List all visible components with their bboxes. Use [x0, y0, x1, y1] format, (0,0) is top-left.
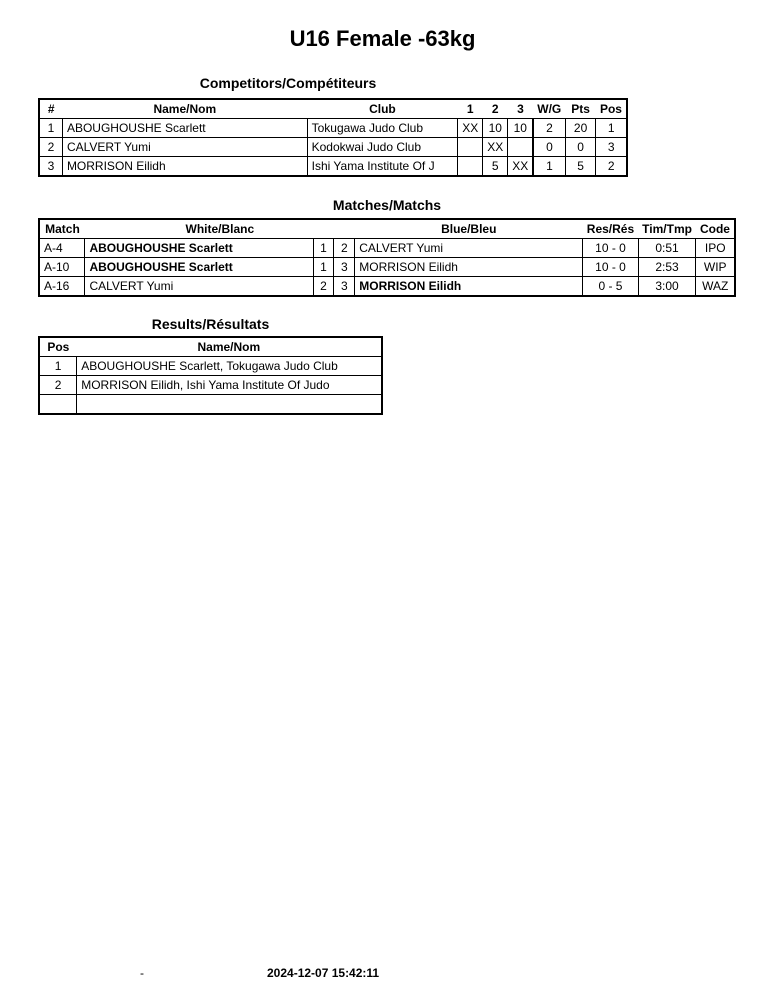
matches-table: [38, 218, 736, 297]
competitor-number: 1: [39, 119, 62, 138]
result-name: ABOUGHOUSHE Scarlett, Tokugawa Judo Club: [77, 357, 382, 376]
blue-number: 3: [334, 277, 355, 297]
matches-header-row: [39, 219, 735, 239]
points-value: 5: [565, 157, 596, 177]
points-value: 0: [565, 138, 596, 157]
competitors-heading: Competitors/Compétiteurs: [199, 75, 377, 91]
footer-timestamp: 2024-12-07 15:42:11: [267, 966, 380, 980]
result-position: [39, 395, 77, 415]
competitor-club: Ishi Yama Institute Of J: [307, 157, 458, 177]
table-row: [39, 239, 735, 258]
score-vs-3: XX: [508, 157, 534, 177]
col-opp2-header: 2: [483, 99, 508, 119]
match-code: WAZ: [696, 277, 735, 297]
col-result-header: Res/Rés: [583, 219, 638, 239]
blue-competitor: MORRISON Eilidh: [355, 258, 583, 277]
table-row: [39, 376, 382, 395]
match-time: 3:00: [638, 277, 696, 297]
result-position: 2: [39, 376, 77, 395]
points-value: 20: [565, 119, 596, 138]
page-title: U16 Female -63kg: [289, 26, 476, 51]
results-table: [38, 336, 383, 415]
white-competitor: ABOUGHOUSHE Scarlett: [85, 258, 313, 277]
col-opp3-header: 3: [508, 99, 534, 119]
wins-value: 2: [533, 119, 565, 138]
competitor-club: Kodokwai Judo Club: [307, 138, 458, 157]
col-position-header: Pos: [596, 99, 627, 119]
competitor-number: 3: [39, 157, 62, 177]
col-blue-header: Blue/Bleu: [355, 219, 583, 239]
blue-competitor: MORRISON Eilidh: [355, 277, 583, 297]
position-value: 3: [596, 138, 627, 157]
competitor-number: 2: [39, 138, 62, 157]
white-number: 1: [313, 258, 334, 277]
blue-number: 2: [334, 239, 355, 258]
white-number: 1: [313, 239, 334, 258]
match-result: 10 - 0: [583, 239, 638, 258]
col-pos-header: Pos: [39, 337, 77, 357]
match-result: 0 - 5: [583, 277, 638, 297]
col-match-header: Match: [39, 219, 85, 239]
col-club-header: Club: [307, 99, 458, 119]
col-white-header: White/Blanc: [85, 219, 355, 239]
competitor-name: MORRISON Eilidh: [62, 157, 307, 177]
match-result: 10 - 0: [583, 258, 638, 277]
score-vs-1: [458, 138, 483, 157]
table-row: [39, 119, 627, 138]
blue-number: 3: [334, 258, 355, 277]
table-row: [39, 258, 735, 277]
table-row: [39, 277, 735, 297]
white-competitor: CALVERT Yumi: [85, 277, 313, 297]
table-row: [39, 138, 627, 157]
score-vs-2: 5: [483, 157, 508, 177]
match-id: A-10: [39, 258, 85, 277]
score-vs-3: [508, 138, 534, 157]
col-wins-header: W/G: [533, 99, 565, 119]
competitors-table: [38, 98, 628, 177]
col-time-header: Tim/Tmp: [638, 219, 696, 239]
col-code-header: Code: [696, 219, 735, 239]
competitor-name: CALVERT Yumi: [62, 138, 307, 157]
table-row: [39, 357, 382, 376]
blue-competitor: CALVERT Yumi: [355, 239, 583, 258]
col-opp1-header: 1: [458, 99, 483, 119]
score-vs-1: [458, 157, 483, 177]
score-vs-2: XX: [483, 138, 508, 157]
col-name-header: Name/Nom: [77, 337, 382, 357]
score-vs-2: 10: [483, 119, 508, 138]
results-heading: Results/Résultats: [151, 316, 270, 332]
white-number: 2: [313, 277, 334, 297]
match-id: A-16: [39, 277, 85, 297]
results-header-row: [39, 337, 382, 357]
match-code: IPO: [696, 239, 735, 258]
result-name: [77, 395, 382, 415]
table-row: [39, 395, 382, 415]
score-vs-1: XX: [458, 119, 483, 138]
match-code: WIP: [696, 258, 735, 277]
match-time: 0:51: [638, 239, 696, 258]
table-row: [39, 157, 627, 177]
col-name-header: Name/Nom: [62, 99, 307, 119]
wins-value: 0: [533, 138, 565, 157]
match-time: 2:53: [638, 258, 696, 277]
competitor-name: ABOUGHOUSHE Scarlett: [62, 119, 307, 138]
result-name: MORRISON Eilidh, Ishi Yama Institute Of Judo: [77, 376, 382, 395]
competitor-club: Tokugawa Judo Club: [307, 119, 458, 138]
result-position: 1: [39, 357, 77, 376]
match-id: A-4: [39, 239, 85, 258]
footer-dash: -: [140, 966, 144, 980]
col-points-header: Pts: [565, 99, 596, 119]
competitors-header-row: [39, 99, 627, 119]
matches-heading: Matches/Matchs: [332, 197, 442, 213]
position-value: 2: [596, 157, 627, 177]
wins-value: 1: [533, 157, 565, 177]
position-value: 1: [596, 119, 627, 138]
col-number-header: #: [39, 99, 62, 119]
white-competitor: ABOUGHOUSHE Scarlett: [85, 239, 313, 258]
score-vs-3: 10: [508, 119, 534, 138]
